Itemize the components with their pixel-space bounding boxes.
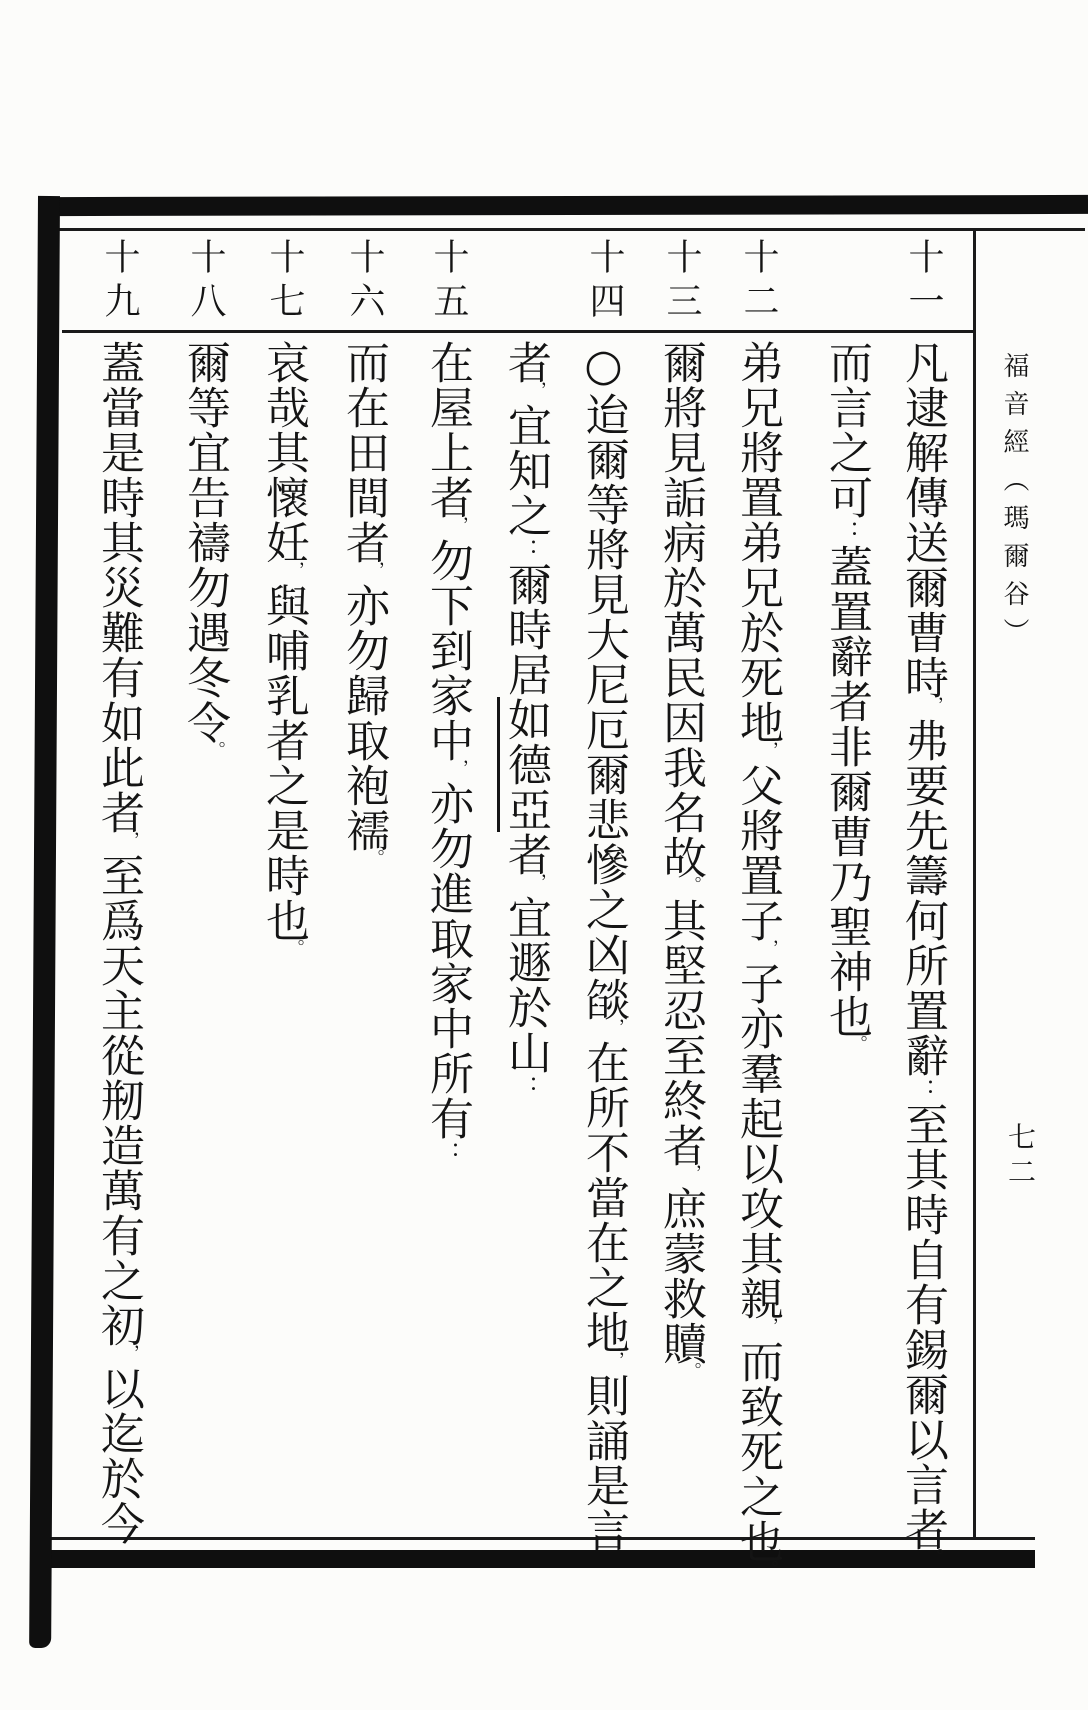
verse-text-column: 弟兄將置弟兄於死地，父將置子，子亦羣起以攻其親，而致死之也。 — [732, 340, 783, 1578]
verse-text-column: 爾等宜告禱勿遇冬令。 — [179, 340, 230, 759]
margin-book-title: 福音經（瑪爾谷） — [999, 352, 1029, 656]
frame-right-border — [973, 228, 976, 1540]
verse-number: 十三 — [661, 238, 702, 326]
verse-text-column: 者，宜知之：爾時居如德亞者，宜遯於山： — [497, 340, 553, 1099]
frame-top-thick-bar — [55, 195, 1088, 216]
verse-number: 十二 — [738, 238, 779, 326]
verse-number: 十六 — [344, 238, 385, 326]
verse-text-column: 爾將見詬病於萬民因我名故。其堅忍至終者，庶蒙救贖。 — [655, 340, 706, 1380]
verse-number: 十一 — [903, 238, 944, 326]
verse-number: 十九 — [99, 238, 140, 326]
verse-text-column: 哀哉其懷妊，與哺乳者之是時也。 — [258, 340, 309, 957]
frame-top-thin-rule — [58, 228, 1085, 231]
verse-text-column: 而在田間者，亦勿歸取袍襦。 — [338, 340, 389, 867]
frame-bottom-thick-bar — [42, 1550, 1035, 1568]
verse-text-column: 而言之可：蓋置辭者非爾曹乃聖神也。 — [821, 340, 872, 1053]
verse-text-column: 凡逮解傳送爾曹時，弗要先籌何所置辭：至其時自有錫爾以言者。 — [897, 340, 948, 1566]
verse-text-column: ○迨爾等將見大尼厄爾悲慘之凶燄，在所不當在之地，則誦是言 — [578, 340, 629, 1553]
verse-text-column: 蓋當是時其災難有如此者，至爲天主從剏造萬有之初，以迄於今 — [93, 340, 144, 1546]
verse-number: 十七 — [264, 238, 305, 326]
proper-noun-mark: 如德亞 — [497, 697, 551, 832]
binding-gutter-shadow — [29, 196, 60, 1648]
verse-number: 十四 — [584, 238, 625, 326]
verse-text-column: 在屋上者，勿下到家中，亦勿進取家中所有： — [422, 340, 473, 1165]
verse-number: 十五 — [428, 238, 469, 326]
folio-page-number: 七二 — [1004, 1122, 1037, 1192]
frame-bottom-thin-rule — [45, 1537, 1035, 1540]
verse-header-rule — [62, 330, 975, 333]
verse-number: 十八 — [185, 238, 226, 326]
